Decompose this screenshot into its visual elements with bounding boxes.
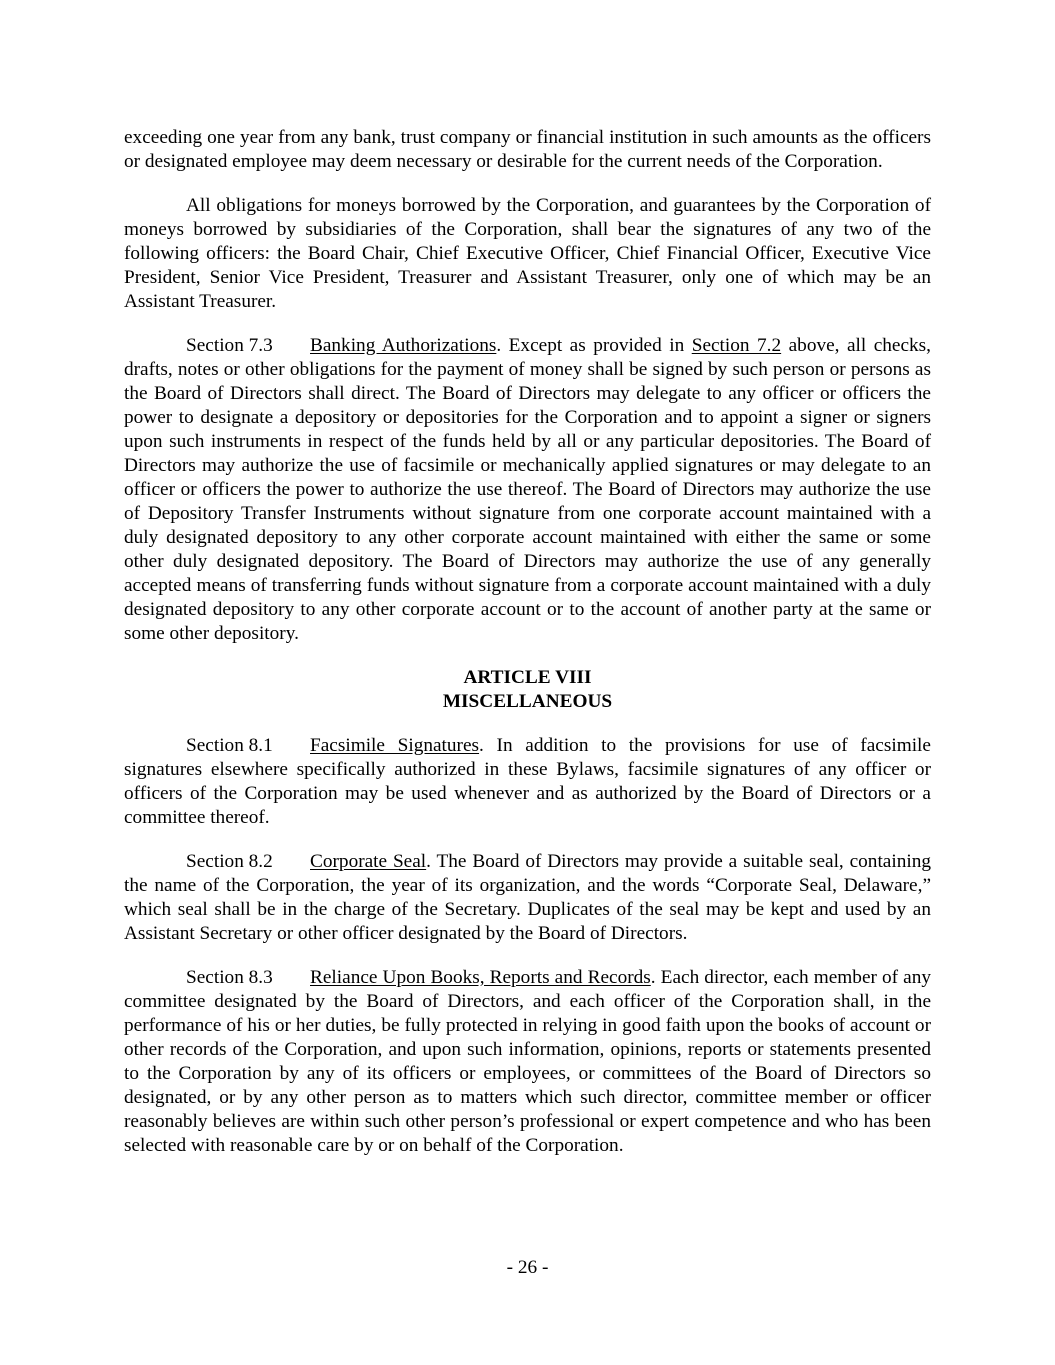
- section-text: . Each director, each member of any committee designated by the Board of Directors, and each officer of the Corporation shall, in the performance of his or her duties, be fully protected in relying in good faith upon the books of account or other records of the Corporation, and upon such information, opinions, reports or statements presented to the Corporation by any of its officers or employees, or committees of the Board of Directors so designated, or by any other person as to matters which such director, committee member or officer reasonably believes are within such other person’s professional or expert competence and who has been selected with reasonable care by or on behalf of the Corporation.: [124, 967, 931, 1156]
- section-title: Banking Authorizations: [310, 335, 497, 356]
- section-text: . In addition to the provisions for use of facsimile signatures elsewhere specifically authorized in these Bylaws, facsimile signatures of any officer or officers of the Corporation may be used whenever and as authorized by the Board of Directors or a committee thereof.: [124, 735, 931, 828]
- section-8-2: [124, 850, 931, 946]
- page-number: - 26 -: [506, 1257, 549, 1278]
- section-text: above, all checks, drafts, notes or other obligations for the payment of money shall be signed by such person or persons as the Board of Directors shall direct. The Board of Directors may delegate to any officer or officers the power to designate a depository or depositories for the Corporation and to appoint a signer or signers upon such instruments in respect of the funds held by all or any particular depositories. The Board of Directors may authorize the use of facsimile or mechanically applied signatures or may delegate to an officer or officers the power to authorize the use thereof. The Board of Directors may authorize the use of Depository Transfer Instruments without signature from one corporate account maintained with a duly designated depository to any other corporate account maintained with either the same or some other duly designated depository. The Board of Directors may authorize the use of any generally accepted means of transferring funds without signature from a corporate account maintained with a duly designated depository to any other corporate account or to the account of another party at the same or some other depository.: [124, 335, 931, 644]
- section-title: Reliance Upon Books, Reports and Records: [310, 967, 651, 988]
- section-title: Facsimile Signatures: [310, 735, 480, 756]
- continuation-paragraph: exceeding one year from any bank, trust company or financial institution in such amounts as the officers or designated employee may deem necessary or desirable for the current needs of the Corporation.: [124, 127, 931, 172]
- section-text: . Except as provided in: [496, 335, 692, 356]
- section-title: Corporate Seal: [310, 851, 427, 872]
- article-heading-block: [124, 666, 931, 714]
- section-7-3: [124, 334, 931, 646]
- obligations-paragraph: All obligations for moneys borrowed by the Corporation, and guarantees by the Corporation of moneys borrowed by subsidiaries of the Corporation, shall bear the signatures of any two of the following officers: the Board Chair, Chief Executive Officer, Chief Financial Officer, Executive Vice President, Senior Vice President, Treasurer and Assistant Treasurer, only one of which may be an Assistant Treasurer.: [124, 195, 931, 312]
- section-8-3: [124, 966, 931, 1158]
- section-8-1: [124, 734, 931, 830]
- section-reference: Section 7.2: [691, 335, 782, 356]
- section-number: Section 8.2: [186, 851, 273, 872]
- section-number: Section 8.1: [186, 735, 273, 756]
- section-number: Section 7.3: [186, 335, 273, 356]
- section-number: Section 8.3: [186, 967, 273, 988]
- document-page: [124, 126, 931, 1178]
- section-text: . The Board of Directors may provide a suitable seal, containing the name of the Corporation, the year of its organization, and the words “Corporate Seal, Delaware,” which seal shall be in the charge of the Secretary. Duplicates of the seal may be kept and used by an Assistant Secretary or other officer designated by the Board of Directors.: [124, 851, 931, 944]
- article-heading: ARTICLE VIII: [463, 667, 592, 688]
- article-title: MISCELLANEOUS: [442, 691, 613, 712]
